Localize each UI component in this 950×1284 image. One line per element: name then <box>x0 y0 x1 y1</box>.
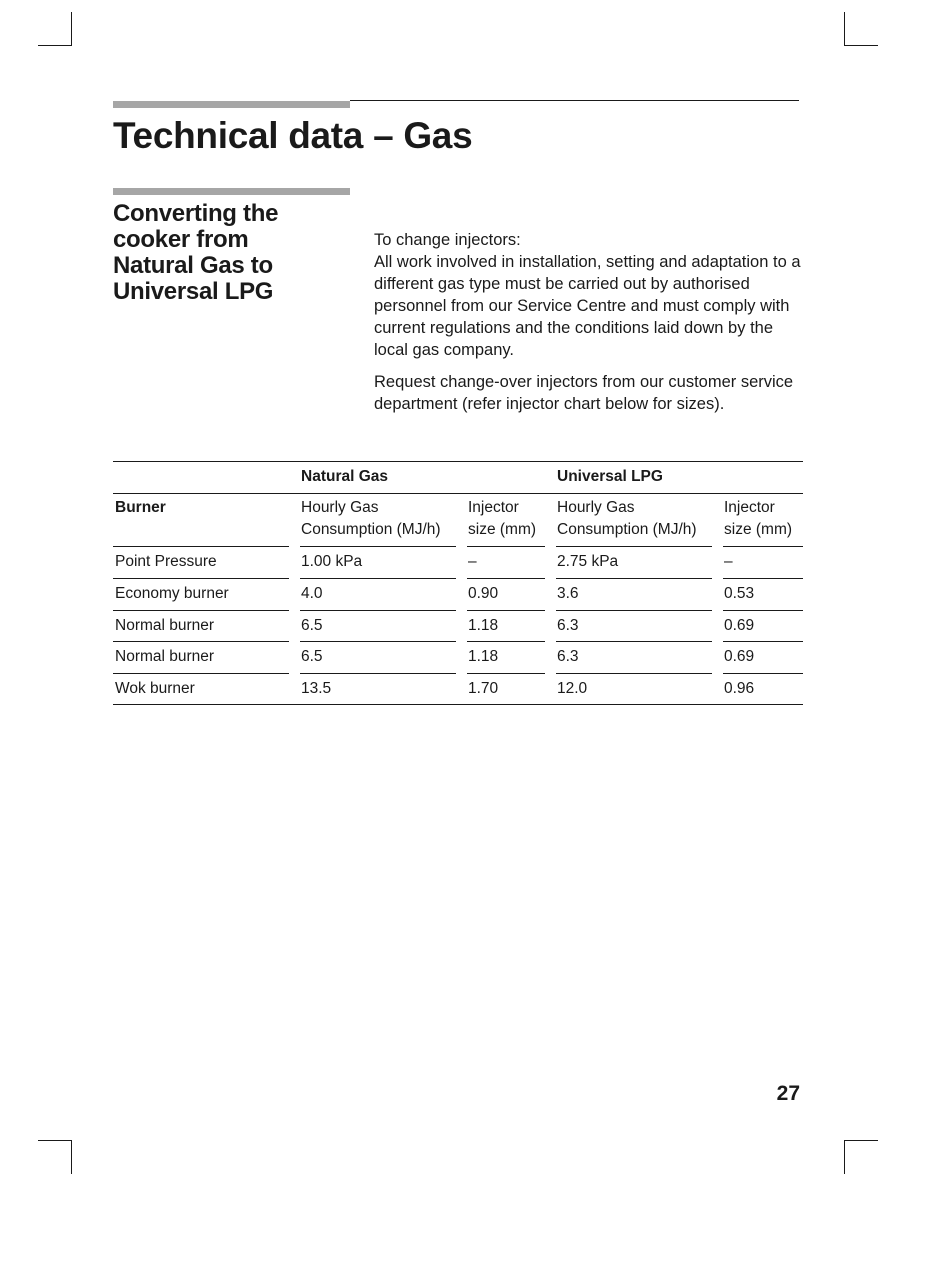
table-cell-r4-lpg-injector: 0.69 <box>724 648 755 665</box>
section-accent-bar <box>113 188 350 195</box>
intro-body: All work involved in installation, setting and adaptation to a different gas type must be carried out by authorised personnel from our Service Centre and must comply with current regulations and the conditions laid down by the local gas company. <box>374 253 801 359</box>
table-cell-r4-ng-injector: 1.18 <box>468 648 499 665</box>
row-rule-r1-c1 <box>113 578 289 579</box>
table-cell-r3-burner: Normal burner <box>115 617 215 634</box>
header-rule-col2 <box>300 546 456 547</box>
col-header-lpg-consumption: Hourly Gas Consumption (MJ/h) <box>557 499 697 538</box>
row-rule-r4-c2 <box>300 673 456 674</box>
row-header-burner: Burner <box>115 499 166 516</box>
table-cell-r2-ng-injector: 0.90 <box>468 585 499 602</box>
section-heading: Converting the cooker from Natural Gas to Universal LPG <box>113 200 279 305</box>
row-rule-r3-c1 <box>113 641 289 642</box>
table-cell-r5-lpg-consumption: 12.0 <box>557 680 588 697</box>
table-cell-r3-ng-injector: 1.18 <box>468 617 499 634</box>
intro-text <box>374 229 809 425</box>
row-rule-r4-c4 <box>556 673 712 674</box>
page-title: Technical data – Gas <box>113 115 473 156</box>
header-rule-col5 <box>723 546 803 547</box>
header-rule-col1 <box>113 546 289 547</box>
table-cell-r5-burner: Wok burner <box>115 680 195 697</box>
table-cell-r5-ng-injector: 1.70 <box>468 680 499 697</box>
row-rule-r4-c1 <box>113 673 289 674</box>
row-rule-r3-c2 <box>300 641 456 642</box>
crop-mark-top-left-h <box>38 45 72 46</box>
header-rule-col4 <box>556 546 712 547</box>
row-rule-r1-c2 <box>300 578 456 579</box>
table-cell-r1-lpg-injector: – <box>724 553 733 570</box>
title-accent-bar <box>113 101 350 108</box>
col-header-ng-consumption: Hourly Gas Consumption (MJ/h) <box>301 499 441 538</box>
table-cell-r5-ng-consumption: 13.5 <box>301 680 332 697</box>
row-rule-r1-c5 <box>723 578 803 579</box>
row-rule-r2-c3 <box>467 610 545 611</box>
row-rule-r1-c4 <box>556 578 712 579</box>
crop-mark-bottom-left-h <box>38 1140 72 1141</box>
table-cell-r1-ng-injector: – <box>468 553 477 570</box>
table-bottom-rule <box>113 704 803 705</box>
row-rule-r3-c4 <box>556 641 712 642</box>
group-header-natural-gas: Natural Gas <box>301 468 389 485</box>
table-cell-r2-lpg-consumption: 3.6 <box>557 585 579 602</box>
table-cell-r1-ng-consumption: 1.00 kPa <box>301 553 363 570</box>
crop-mark-bottom-right-v <box>844 1140 845 1174</box>
table-cell-r4-ng-consumption: 6.5 <box>301 648 323 665</box>
table-cell-r2-ng-consumption: 4.0 <box>301 585 323 602</box>
table-cell-r3-ng-consumption: 6.5 <box>301 617 323 634</box>
table-cell-r4-lpg-consumption: 6.3 <box>557 648 579 665</box>
row-rule-r2-c5 <box>723 610 803 611</box>
crop-mark-bottom-left-v <box>71 1140 72 1174</box>
row-rule-r3-c3 <box>467 641 545 642</box>
crop-mark-bottom-right-h <box>844 1140 878 1141</box>
intro-paragraph <box>374 229 809 361</box>
table-cell-r1-burner: Point Pressure <box>115 553 217 570</box>
title-rule <box>350 100 799 101</box>
row-rule-r2-c2 <box>300 610 456 611</box>
group-header-universal-lpg: Universal LPG <box>557 468 663 485</box>
header-rule-col3 <box>467 546 545 547</box>
row-rule-r3-c5 <box>723 641 803 642</box>
col-header-lpg-injector: Injector size (mm) <box>724 499 793 538</box>
row-rule-r2-c1 <box>113 610 289 611</box>
crop-mark-top-right-h <box>844 45 878 46</box>
table-cell-r3-lpg-consumption: 6.3 <box>557 617 579 634</box>
table-cell-r2-burner: Economy burner <box>115 585 229 602</box>
intro-request: Request change-over injectors from our customer service department (refer injector chart below for sizes). <box>374 373 794 413</box>
crop-mark-top-right-v <box>844 12 845 46</box>
table-cell-r5-lpg-injector: 0.96 <box>724 680 755 697</box>
group-header-rule <box>113 493 803 494</box>
crop-mark-top-left-v <box>71 12 72 46</box>
table-top-rule <box>113 461 803 462</box>
table-cell-r2-lpg-injector: 0.53 <box>724 585 755 602</box>
row-rule-r1-c3 <box>467 578 545 579</box>
page-number: 27 <box>776 1082 800 1105</box>
table-cell-r3-lpg-injector: 0.69 <box>724 617 755 634</box>
table-cell-r4-burner: Normal burner <box>115 648 215 665</box>
col-header-ng-injector: Injector size (mm) <box>468 499 537 538</box>
row-rule-r4-c5 <box>723 673 803 674</box>
row-rule-r2-c4 <box>556 610 712 611</box>
intro-lead: To change injectors: <box>374 231 521 249</box>
table-cell-r1-lpg-consumption: 2.75 kPa <box>557 553 619 570</box>
row-rule-r4-c3 <box>467 673 545 674</box>
